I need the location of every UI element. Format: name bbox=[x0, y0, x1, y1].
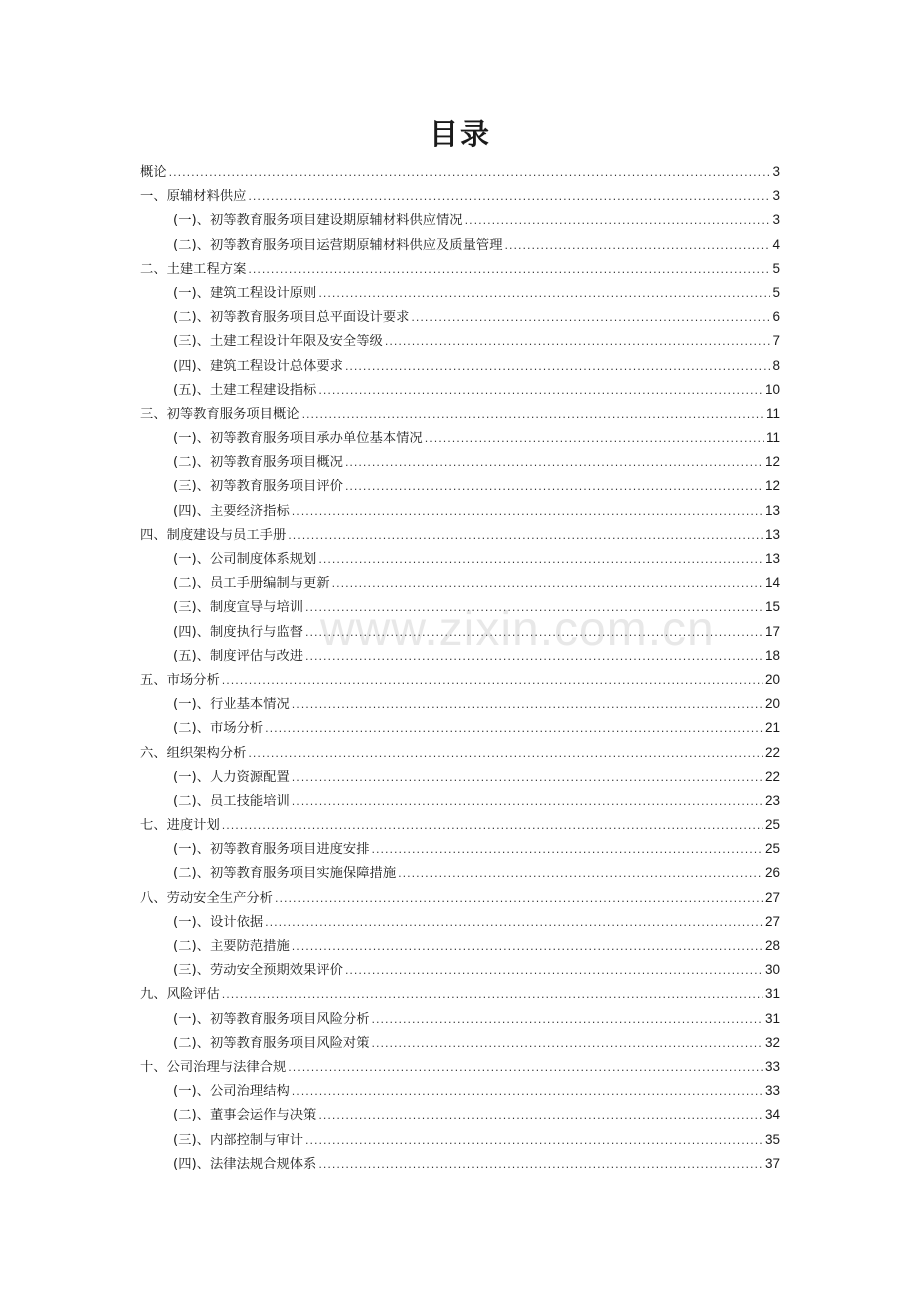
toc-entry-label: (二)、员工手册编制与更新 bbox=[173, 576, 330, 592]
toc-entry[interactable] bbox=[140, 547, 780, 571]
toc-entry-label: 八、劳动安全生产分析 bbox=[140, 890, 273, 906]
watermark-text: www.zixin.com.cn bbox=[320, 603, 715, 656]
toc-entry-page-number: 35 bbox=[764, 1131, 780, 1147]
toc-dot-leader bbox=[275, 887, 763, 911]
toc-entry[interactable] bbox=[140, 1152, 780, 1176]
toc-entry-page-number: 28 bbox=[764, 938, 780, 953]
toc-dot-leader bbox=[222, 669, 763, 693]
toc-entry-label: (四)、制度执行与监督 bbox=[173, 624, 304, 640]
toc-entry-page-number: 34 bbox=[764, 1107, 780, 1123]
toc-dot-leader bbox=[305, 621, 763, 645]
toc-entry-label: 一、原辅材料供应 bbox=[140, 189, 247, 205]
toc-entry-page-number: 20 bbox=[764, 696, 780, 712]
toc-entry[interactable] bbox=[140, 934, 780, 958]
toc-entry-page-number: 14 bbox=[764, 575, 780, 591]
toc-entry-label: (二)、初等教育服务项目实施保障措施 bbox=[173, 866, 397, 882]
toc-entry[interactable] bbox=[140, 1031, 780, 1055]
toc-entry[interactable] bbox=[140, 160, 780, 184]
toc-entry-page-number: 11 bbox=[765, 405, 780, 421]
toc-dot-leader bbox=[288, 1056, 763, 1080]
toc-entry-page-number: 26 bbox=[764, 865, 780, 881]
toc-entry[interactable] bbox=[140, 595, 780, 619]
toc-entry-page-number: 15 bbox=[764, 599, 780, 615]
toc-entry-page-number: 31 bbox=[764, 986, 780, 1002]
toc-entry[interactable] bbox=[140, 1055, 780, 1079]
toc-entry-label: 五、市场分析 bbox=[140, 672, 220, 688]
toc-dot-leader bbox=[345, 959, 763, 983]
toc-dot-leader bbox=[305, 1129, 763, 1153]
toc-entry-page-number: 23 bbox=[764, 792, 780, 808]
toc-entry-label: 概论 bbox=[140, 165, 167, 180]
toc-entry-page-number: 25 bbox=[764, 841, 780, 857]
toc-entry[interactable] bbox=[140, 1007, 780, 1031]
toc-entry[interactable] bbox=[140, 1128, 780, 1152]
toc-entry-page-number: 4 bbox=[772, 236, 780, 252]
toc-dot-leader bbox=[425, 427, 764, 451]
toc-entry-label: (二)、市场分析 bbox=[173, 721, 264, 737]
toc-entry-label: (三)、制度宣导与培训 bbox=[173, 600, 304, 616]
toc-entry-page-number: 3 bbox=[772, 188, 780, 204]
toc-dot-leader bbox=[318, 548, 763, 572]
toc-entry-page-number: 22 bbox=[764, 768, 780, 784]
toc-dot-leader bbox=[465, 209, 771, 233]
toc-dot-leader bbox=[288, 524, 763, 548]
toc-entry[interactable] bbox=[140, 354, 780, 378]
toc-entry-label: (四)、法律法规合规体系 bbox=[173, 1156, 317, 1172]
toc-entry[interactable] bbox=[140, 668, 780, 692]
toc-entry[interactable] bbox=[140, 426, 780, 450]
toc-entry[interactable] bbox=[140, 644, 780, 668]
toc-entry-label: (一)、公司制度体系规划 bbox=[173, 552, 317, 567]
toc-entry-page-number: 5 bbox=[772, 284, 780, 300]
toc-entry-page-number: 22 bbox=[764, 744, 780, 760]
toc-entry[interactable] bbox=[140, 1103, 780, 1127]
toc-dot-leader bbox=[305, 645, 763, 669]
toc-entry-label: (一)、初等教育服务项目进度安排 bbox=[173, 842, 370, 858]
toc-entry[interactable] bbox=[140, 450, 780, 474]
toc-dot-leader bbox=[248, 742, 763, 766]
toc-dot-leader bbox=[248, 258, 770, 282]
toc-entry-page-number: 13 bbox=[764, 551, 780, 566]
toc-dot-leader bbox=[398, 862, 763, 886]
toc-entry-page-number: 37 bbox=[764, 1155, 780, 1171]
toc-entry[interactable] bbox=[140, 982, 780, 1006]
toc-dot-leader bbox=[265, 911, 763, 935]
toc-dot-leader bbox=[372, 838, 763, 862]
toc-entry-label: (一)、设计依据 bbox=[173, 914, 264, 930]
toc-dot-leader bbox=[372, 1008, 763, 1032]
toc-entry-page-number: 3 bbox=[772, 212, 780, 228]
page-title: 目录 bbox=[428, 117, 491, 151]
toc-dot-leader bbox=[222, 983, 763, 1007]
toc-entry-label: (一)、初等教育服务项目建设期原辅材料供应情况 bbox=[173, 213, 463, 229]
toc-entry-label: (二)、员工技能培训 bbox=[173, 793, 290, 809]
toc-dot-leader bbox=[302, 403, 764, 427]
toc-entry-page-number: 6 bbox=[772, 309, 780, 325]
toc-dot-leader bbox=[292, 693, 763, 717]
toc-dot-leader bbox=[292, 790, 763, 814]
toc-entry-page-number: 32 bbox=[764, 1034, 780, 1050]
toc-entry[interactable] bbox=[140, 861, 780, 885]
toc-entry-label: (五)、制度评估与改进 bbox=[173, 648, 304, 664]
toc-entry[interactable] bbox=[140, 499, 780, 523]
toc-entry-page-number: 7 bbox=[772, 333, 780, 349]
toc-entry[interactable] bbox=[140, 886, 780, 910]
toc-entry-label: (二)、初等教育服务项目运营期原辅材料供应及质量管理 bbox=[173, 237, 503, 253]
toc-dot-leader bbox=[292, 1080, 763, 1104]
toc-entry-label: (二)、初等教育服务项目概况 bbox=[173, 455, 343, 471]
toc-entry-page-number: 25 bbox=[764, 817, 780, 833]
toc-entry[interactable] bbox=[140, 692, 780, 716]
toc-entry-label: 六、组织架构分析 bbox=[140, 745, 247, 761]
toc-dot-leader bbox=[222, 814, 763, 838]
toc-entry-label: (三)、内部控制与审计 bbox=[173, 1132, 304, 1148]
toc-dot-leader bbox=[318, 282, 770, 306]
toc-entry-label: (五)、土建工程建设指标 bbox=[173, 382, 317, 398]
toc-entry[interactable] bbox=[140, 571, 780, 595]
toc-dot-leader bbox=[169, 161, 771, 185]
toc-dot-leader bbox=[265, 717, 763, 741]
toc-entry-label: 二、土建工程方案 bbox=[140, 261, 247, 277]
toc-dot-leader bbox=[305, 596, 763, 620]
toc-entry[interactable] bbox=[140, 620, 780, 644]
toc-entry-label: 三、初等教育服务项目概论 bbox=[140, 406, 300, 422]
toc-entry[interactable] bbox=[140, 257, 780, 281]
toc-entry[interactable] bbox=[140, 523, 780, 547]
toc-entry-page-number: 11 bbox=[765, 430, 780, 446]
toc-entry[interactable] bbox=[140, 329, 780, 353]
toc-dot-leader bbox=[248, 185, 770, 209]
toc-entry[interactable] bbox=[140, 910, 780, 934]
toc-entry[interactable] bbox=[140, 402, 780, 426]
toc-entry-page-number: 13 bbox=[764, 526, 780, 542]
toc-dot-leader bbox=[318, 379, 763, 403]
toc-dot-leader bbox=[372, 1032, 763, 1056]
toc-entry-label: (一)、公司治理结构 bbox=[173, 1084, 290, 1100]
toc-entry-label: (一)、行业基本情况 bbox=[173, 697, 290, 713]
toc-entry-label: (三)、初等教育服务项目评价 bbox=[173, 479, 343, 495]
toc-entry[interactable] bbox=[140, 1079, 780, 1103]
toc-entry-label: (一)、建筑工程设计原则 bbox=[173, 285, 317, 301]
toc-entry-page-number: 12 bbox=[764, 478, 780, 494]
toc-entry-page-number: 3 bbox=[772, 164, 780, 179]
toc-dot-leader bbox=[345, 451, 763, 475]
toc-entry-page-number: 13 bbox=[764, 502, 780, 518]
toc-entry-label: 四、制度建设与员工手册 bbox=[140, 527, 287, 543]
toc-entry-label: (一)、初等教育服务项目承办单位基本情况 bbox=[173, 431, 423, 447]
table-of-contents bbox=[140, 160, 780, 1176]
toc-dot-leader bbox=[345, 355, 771, 379]
toc-dot-leader bbox=[411, 306, 770, 330]
toc-dot-leader bbox=[292, 935, 763, 959]
toc-entry-label: (三)、劳动安全预期效果评价 bbox=[173, 963, 343, 979]
toc-dot-leader bbox=[385, 330, 771, 354]
toc-entry-label: (四)、建筑工程设计总体要求 bbox=[173, 358, 343, 374]
toc-entry-label: (三)、土建工程设计年限及安全等级 bbox=[173, 334, 383, 350]
toc-entry-page-number: 12 bbox=[764, 454, 780, 470]
toc-entry-label: 十、公司治理与法律合规 bbox=[140, 1059, 287, 1075]
toc-entry-label: 七、进度计划 bbox=[140, 818, 220, 834]
toc-entry[interactable] bbox=[140, 765, 780, 789]
toc-entry-page-number: 10 bbox=[764, 381, 780, 397]
toc-entry-page-number: 33 bbox=[764, 1058, 780, 1074]
toc-entry[interactable] bbox=[140, 789, 780, 813]
toc-dot-leader bbox=[332, 572, 763, 596]
toc-entry-page-number: 33 bbox=[764, 1083, 780, 1099]
toc-entry-page-number: 18 bbox=[764, 647, 780, 663]
toc-entry-page-number: 27 bbox=[764, 913, 780, 929]
toc-entry[interactable] bbox=[140, 184, 780, 208]
toc-entry-page-number: 30 bbox=[764, 962, 780, 978]
toc-entry-label: (二)、初等教育服务项目总平面设计要求 bbox=[173, 310, 410, 326]
toc-entry-label: (四)、主要经济指标 bbox=[173, 503, 290, 519]
toc-entry[interactable] bbox=[140, 281, 780, 305]
toc-entry-label: (二)、主要防范措施 bbox=[173, 939, 290, 954]
toc-entry[interactable] bbox=[140, 741, 780, 765]
toc-entry[interactable] bbox=[140, 813, 780, 837]
toc-entry[interactable] bbox=[140, 958, 780, 982]
toc-entry[interactable] bbox=[140, 378, 780, 402]
toc-entry-label: (二)、初等教育服务项目风险对策 bbox=[173, 1035, 370, 1051]
toc-entry-page-number: 21 bbox=[764, 720, 780, 736]
toc-dot-leader bbox=[318, 1153, 763, 1177]
toc-entry-page-number: 27 bbox=[764, 889, 780, 905]
toc-dot-leader bbox=[292, 766, 763, 790]
toc-entry[interactable] bbox=[140, 837, 780, 861]
toc-entry-page-number: 5 bbox=[772, 260, 780, 276]
toc-entry[interactable] bbox=[140, 233, 780, 257]
toc-entry-page-number: 17 bbox=[764, 623, 780, 639]
toc-dot-leader bbox=[318, 1104, 763, 1128]
toc-entry-label: 九、风险评估 bbox=[140, 987, 220, 1003]
toc-dot-leader bbox=[292, 500, 763, 524]
toc-entry[interactable] bbox=[140, 716, 780, 740]
toc-dot-leader bbox=[505, 234, 771, 258]
toc-entry-label: (一)、初等教育服务项目风险分析 bbox=[173, 1011, 370, 1027]
toc-entry-page-number: 8 bbox=[772, 357, 780, 373]
toc-entry[interactable] bbox=[140, 474, 780, 498]
toc-entry-label: (二)、董事会运作与决策 bbox=[173, 1108, 317, 1124]
toc-entry[interactable] bbox=[140, 208, 780, 232]
toc-entry-page-number: 20 bbox=[764, 671, 780, 687]
toc-entry[interactable] bbox=[140, 305, 780, 329]
toc-entry-label: (一)、人力资源配置 bbox=[173, 769, 290, 785]
toc-entry-page-number: 31 bbox=[764, 1010, 780, 1026]
toc-dot-leader bbox=[345, 475, 763, 499]
